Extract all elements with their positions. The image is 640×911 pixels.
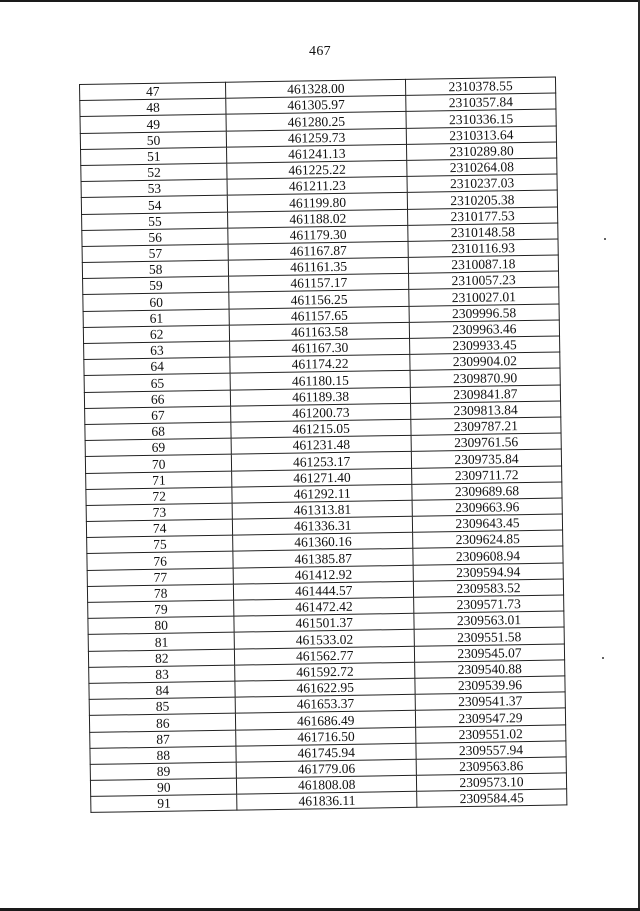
point-number-cell: 54 (81, 195, 228, 213)
point-number-cell: 72 (86, 487, 233, 505)
y-coordinate-cell: 2309551.02 (416, 724, 566, 743)
x-coordinate-cell: 461360.16 (233, 533, 413, 552)
point-number-cell: 59 (83, 276, 230, 294)
x-coordinate-cell: 461336.31 (233, 516, 413, 535)
coordinate-table-body (80, 77, 567, 813)
x-coordinate-cell: 461211.23 (227, 176, 407, 195)
x-coordinate-cell: 461779.06 (237, 759, 417, 778)
point-number-cell: 81 (88, 632, 235, 650)
point-number-cell: 91 (91, 794, 238, 812)
point-number-cell: 62 (83, 325, 230, 343)
point-number-cell: 65 (84, 374, 231, 392)
y-coordinate-cell: 2309545.07 (414, 644, 564, 663)
point-number-cell: 61 (83, 309, 230, 327)
point-number-cell: 73 (86, 503, 233, 521)
x-coordinate-cell: 461562.77 (235, 646, 415, 665)
y-coordinate-cell: 2309583.52 (413, 579, 563, 598)
point-number-cell: 63 (84, 341, 231, 359)
y-coordinate-cell: 2309584.45 (417, 789, 567, 808)
point-number-cell: 49 (80, 115, 227, 133)
y-coordinate-cell: 2310148.58 (408, 223, 558, 242)
x-coordinate-cell: 461444.57 (234, 581, 414, 600)
x-coordinate-cell: 461686.49 (236, 711, 416, 730)
x-coordinate-cell: 461472.42 (234, 597, 414, 616)
y-coordinate-cell: 2309557.94 (416, 741, 566, 760)
y-coordinate-cell: 2309841.87 (410, 385, 560, 404)
point-number-cell: 83 (89, 665, 236, 683)
x-coordinate-cell: 461163.58 (230, 322, 410, 341)
x-coordinate-cell: 461180.15 (231, 371, 411, 390)
point-number-cell: 79 (88, 600, 235, 618)
y-coordinate-cell: 2309573.10 (416, 773, 566, 792)
point-number-cell: 68 (85, 422, 232, 440)
y-coordinate-cell: 2309689.68 (412, 482, 562, 501)
y-coordinate-cell: 2309551.58 (414, 627, 564, 646)
y-coordinate-cell: 2310357.84 (406, 93, 556, 112)
y-coordinate-cell: 2310237.03 (407, 174, 557, 193)
point-number-cell: 75 (87, 535, 234, 553)
y-coordinate-cell: 2310205.38 (407, 190, 557, 209)
point-number-cell: 77 (87, 568, 234, 586)
y-coordinate-cell: 2309663.96 (412, 498, 562, 517)
point-number-cell: 56 (82, 228, 229, 246)
x-coordinate-cell: 461385.87 (233, 549, 413, 568)
x-coordinate-cell: 461161.35 (229, 257, 409, 276)
y-coordinate-cell: 2309933.45 (410, 336, 560, 355)
y-coordinate-cell: 2309563.86 (416, 757, 566, 776)
point-number-cell: 71 (86, 471, 233, 489)
x-coordinate-cell: 461292.11 (232, 484, 412, 503)
point-number-cell: 90 (90, 778, 237, 796)
x-coordinate-cell: 461167.30 (230, 338, 410, 357)
coordinate-table (79, 77, 567, 814)
y-coordinate-cell: 2309735.84 (411, 449, 561, 468)
y-coordinate-cell: 2309571.73 (414, 595, 564, 614)
y-coordinate-cell: 2310289.80 (406, 142, 556, 161)
x-coordinate-cell: 461241.13 (227, 144, 407, 163)
y-coordinate-cell: 2310057.23 (409, 271, 559, 290)
point-number-cell: 48 (80, 98, 227, 116)
x-coordinate-cell: 461808.08 (237, 775, 417, 794)
x-coordinate-cell: 461174.22 (230, 355, 410, 374)
point-number-cell: 51 (81, 147, 228, 165)
x-coordinate-cell: 461253.17 (232, 452, 412, 471)
y-coordinate-cell: 2309787.21 (411, 417, 561, 436)
point-number-cell: 76 (87, 552, 234, 570)
y-coordinate-cell: 2310336.15 (406, 109, 556, 128)
x-coordinate-cell: 461231.48 (232, 435, 412, 454)
x-coordinate-cell: 461328.00 (226, 79, 406, 98)
y-coordinate-cell: 2310087.18 (408, 255, 558, 274)
point-number-cell: 58 (82, 260, 229, 278)
scan-speck (602, 657, 604, 659)
point-number-cell: 67 (85, 406, 232, 424)
point-number-cell: 89 (90, 762, 237, 780)
x-coordinate-cell: 461167.87 (228, 241, 408, 260)
y-coordinate-cell: 2309963.46 (409, 320, 559, 339)
y-coordinate-cell: 2310027.01 (409, 287, 559, 306)
x-coordinate-cell: 461533.02 (235, 630, 415, 649)
y-coordinate-cell: 2310116.93 (408, 239, 558, 258)
x-coordinate-cell: 461412.92 (234, 565, 414, 584)
y-coordinate-cell: 2309624.85 (413, 530, 563, 549)
x-coordinate-cell: 461259.73 (227, 128, 407, 147)
x-coordinate-cell: 461592.72 (235, 662, 415, 681)
point-number-cell: 70 (85, 454, 232, 472)
x-coordinate-cell: 461745.94 (236, 743, 416, 762)
x-coordinate-cell: 461157.17 (229, 274, 409, 293)
point-number-cell: 85 (89, 697, 236, 715)
x-coordinate-cell: 461501.37 (234, 613, 414, 632)
y-coordinate-cell: 2309643.45 (412, 514, 562, 533)
x-coordinate-cell: 461622.95 (235, 678, 415, 697)
point-number-cell: 69 (85, 438, 232, 456)
x-coordinate-cell: 461716.50 (236, 727, 416, 746)
point-number-cell: 53 (81, 179, 228, 197)
x-coordinate-cell: 461200.73 (231, 403, 411, 422)
y-coordinate-cell: 2310313.64 (406, 126, 556, 145)
point-number-cell: 86 (89, 713, 236, 731)
point-number-cell: 80 (88, 616, 235, 634)
scan-speck (604, 238, 606, 240)
page-number: 467 (309, 44, 331, 59)
y-coordinate-cell: 2309996.58 (409, 304, 559, 323)
x-coordinate-cell: 461653.37 (236, 694, 416, 713)
x-coordinate-cell: 461313.81 (233, 500, 413, 519)
point-number-cell: 60 (83, 293, 230, 311)
x-coordinate-cell: 461189.38 (231, 387, 411, 406)
point-number-cell: 84 (89, 681, 236, 699)
point-number-cell: 50 (80, 131, 227, 149)
y-coordinate-cell: 2309608.94 (413, 546, 563, 565)
y-coordinate-cell: 2310177.53 (408, 206, 558, 225)
y-coordinate-cell: 2309711.72 (412, 465, 562, 484)
y-coordinate-cell: 2309563.01 (414, 611, 564, 630)
y-coordinate-cell: 2309813.84 (411, 401, 561, 420)
point-number-cell: 78 (87, 584, 234, 602)
x-coordinate-cell: 461156.25 (229, 290, 409, 309)
point-number-cell: 82 (88, 649, 235, 667)
scan-border-top (0, 0, 640, 2)
x-coordinate-cell: 461179.30 (228, 225, 408, 244)
y-coordinate-cell: 2309594.94 (413, 563, 563, 582)
y-coordinate-cell: 2310378.55 (405, 77, 555, 96)
x-coordinate-cell: 461225.22 (227, 160, 407, 179)
y-coordinate-cell: 2309539.96 (415, 676, 565, 695)
point-number-cell: 47 (80, 82, 227, 100)
point-number-cell: 74 (86, 519, 233, 537)
point-number-cell: 88 (90, 746, 237, 764)
x-coordinate-cell: 461215.05 (231, 419, 411, 438)
x-coordinate-cell: 461836.11 (237, 792, 417, 811)
x-coordinate-cell: 461271.40 (232, 468, 412, 487)
point-number-cell: 57 (82, 244, 229, 262)
y-coordinate-cell: 2309761.56 (411, 433, 561, 452)
x-coordinate-cell: 461199.80 (228, 193, 408, 212)
point-number-cell: 66 (84, 390, 231, 408)
y-coordinate-cell: 2309904.02 (410, 352, 560, 371)
y-coordinate-cell: 2309540.88 (415, 660, 565, 679)
y-coordinate-cell: 2309541.37 (415, 692, 565, 711)
x-coordinate-cell: 461280.25 (226, 112, 406, 131)
x-coordinate-cell: 461188.02 (228, 209, 408, 228)
point-number-cell: 64 (84, 357, 231, 375)
y-coordinate-cell: 2309870.90 (410, 368, 560, 387)
point-number-cell: 52 (81, 163, 228, 181)
y-coordinate-cell: 2310264.08 (407, 158, 557, 177)
x-coordinate-cell: 461157.65 (229, 306, 409, 325)
x-coordinate-cell: 461305.97 (226, 96, 406, 115)
point-number-cell: 55 (82, 212, 229, 230)
y-coordinate-cell: 2309547.29 (415, 708, 565, 727)
point-number-cell: 87 (90, 730, 237, 748)
